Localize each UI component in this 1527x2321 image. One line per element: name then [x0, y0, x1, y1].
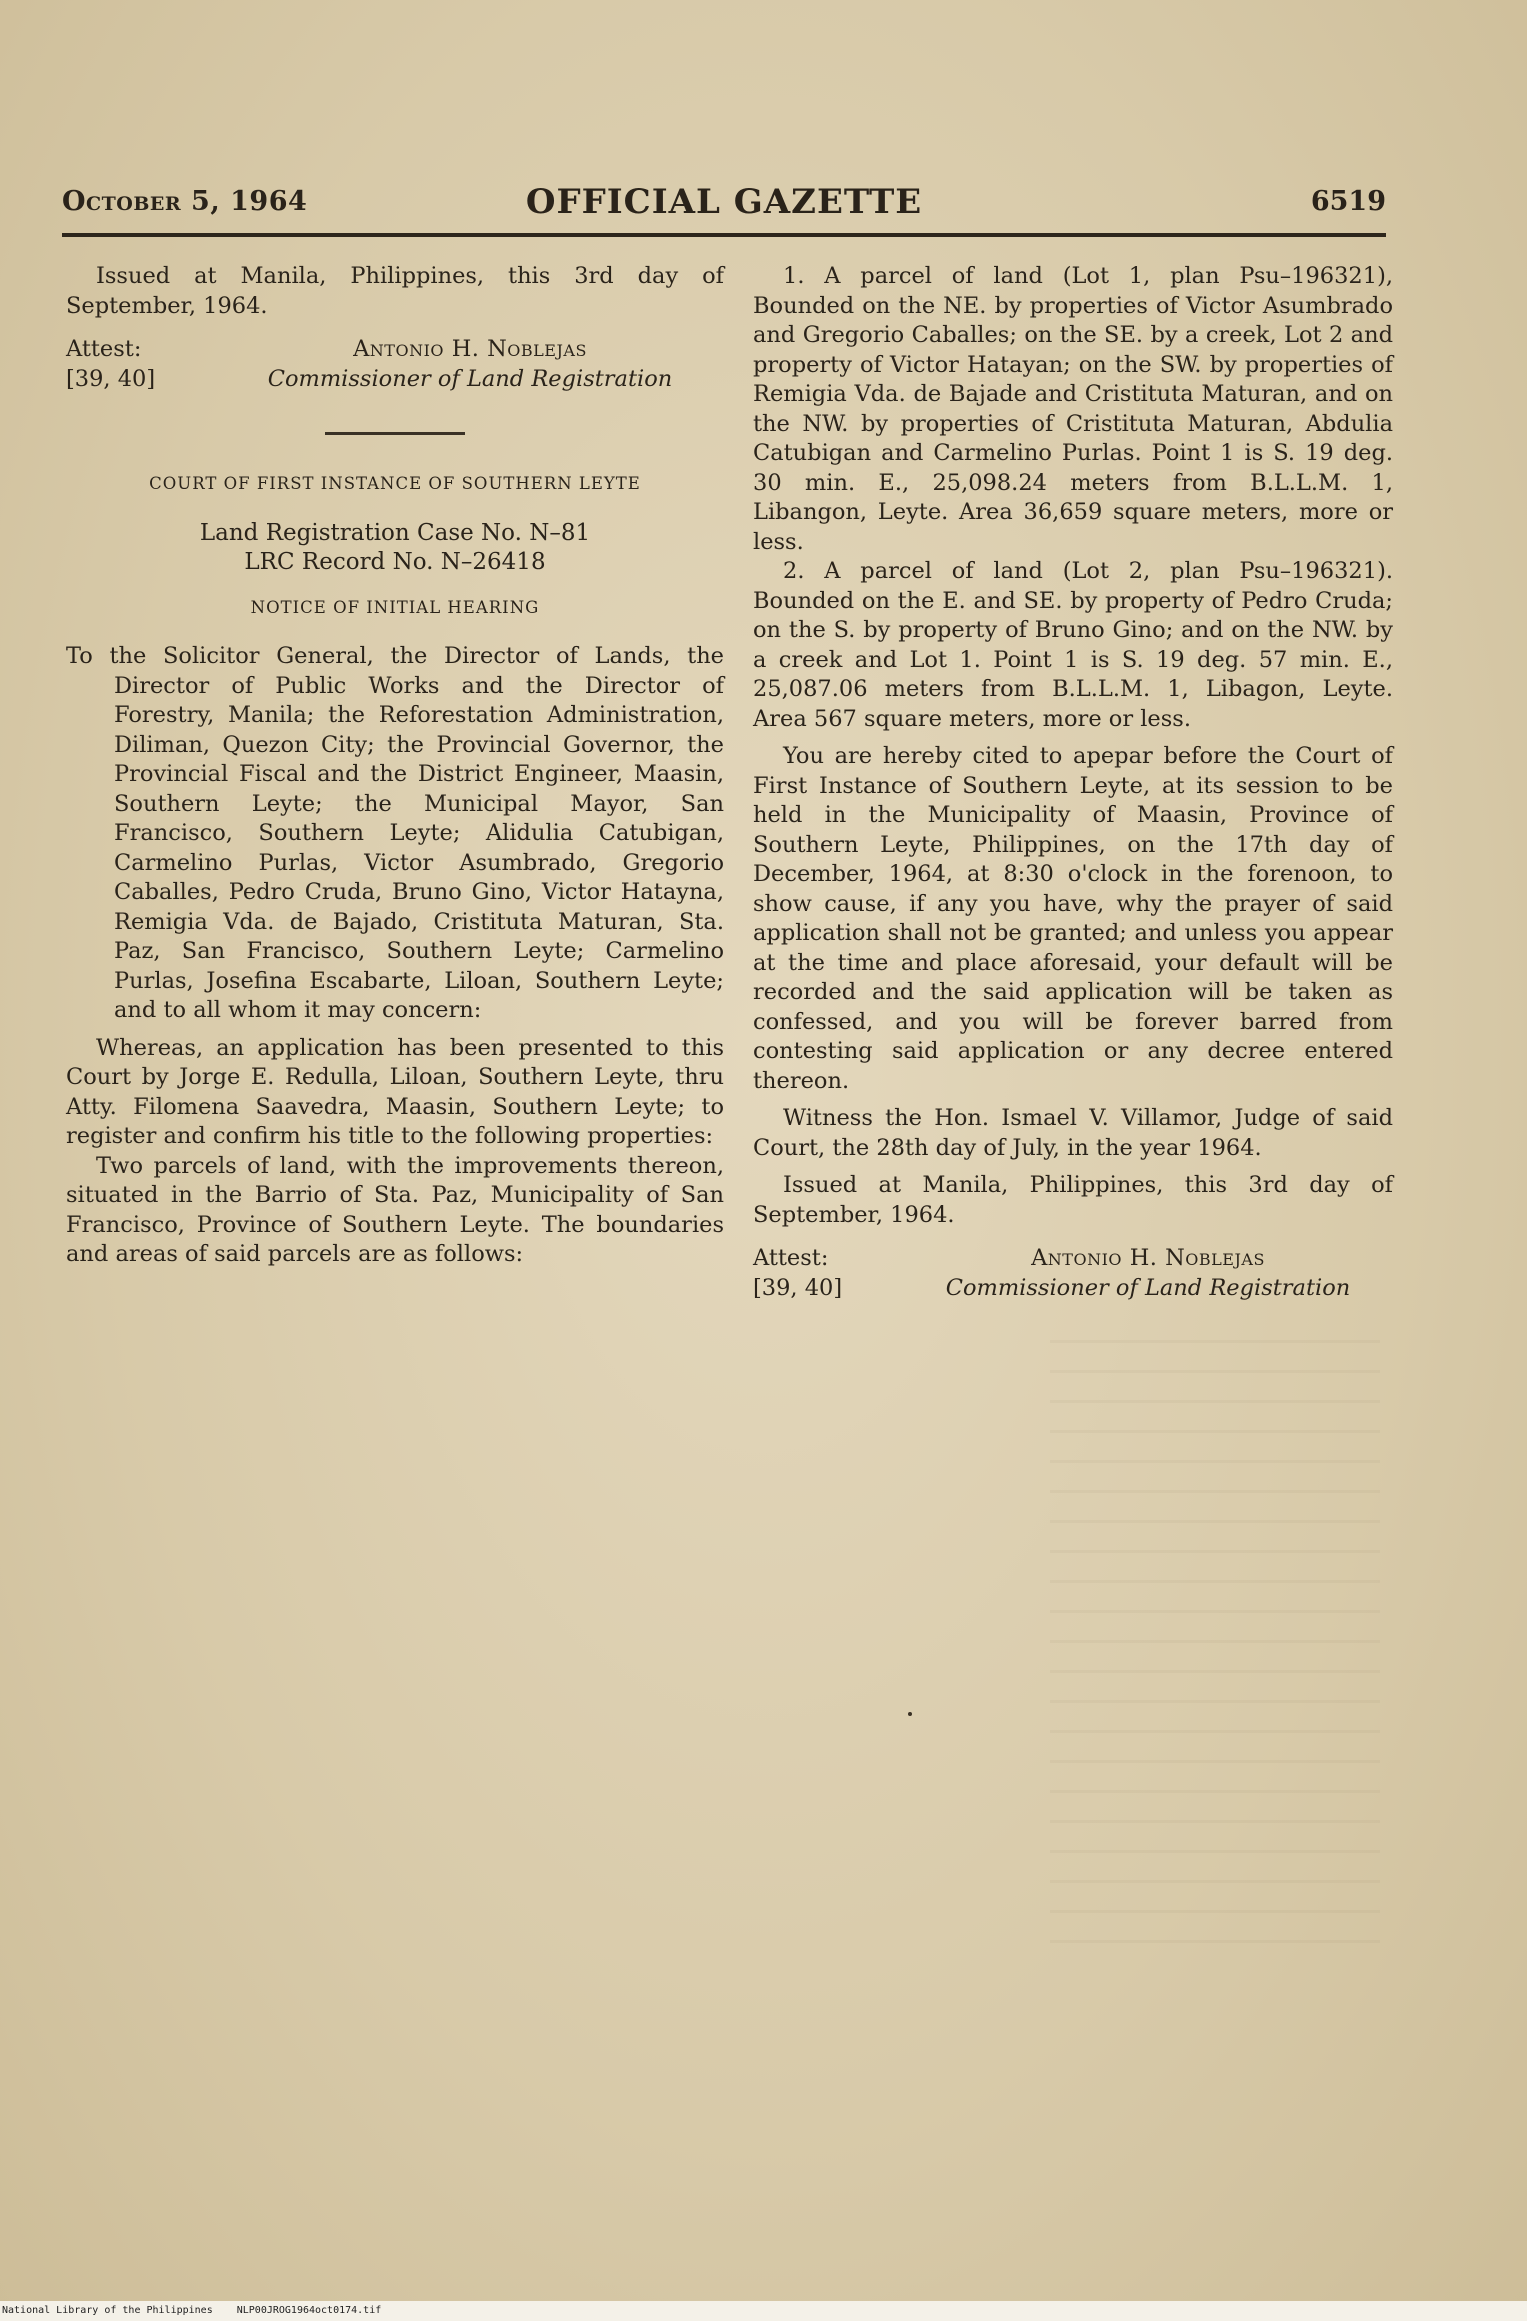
footer-filename: NLP00JROG1964oct0174.tif [236, 2305, 382, 2316]
issue-date: October 5, 1964 [62, 186, 308, 217]
right-column [753, 262, 1393, 1303]
attest-block-right [753, 1244, 1393, 1274]
page-header [62, 182, 1386, 226]
attest-ref-right: [39, 40] [753, 1274, 843, 1301]
gazette-title: OFFICIAL GAZETTE [525, 182, 923, 222]
ink-speck [908, 1712, 912, 1716]
attest-block [66, 335, 724, 365]
record-number: LRC Record No. N–26418 [244, 548, 546, 575]
attest-ref: [39, 40] [66, 365, 156, 392]
parcel-1-paragraph: 1. A parcel of land (Lot 1, plan Psu–196321), Bounded on the NE. by properties of Victor Asumbrado and Gregorio Caballes; on the SE. by a creek, Lot 2 and property of Victor Hatayan; on the SW. by properties of Remigia Vda. de Bajade and Cristituta Maturan, and on the NW. by properties of Cristituta Maturan, Abdulia Catubigan and Carmelino Purlas. Point 1 is S. 19 deg. 30 min. E., 25,098.24 meters from B.L.L.M. 1, Libangon, Leyte. Area 36,659 square meters, more or less. [753, 263, 1393, 555]
page-number: 6519 [1310, 186, 1386, 217]
bleed-through-texture [1050, 1340, 1380, 1960]
attest-name: Antonio H. Noblejas [353, 336, 587, 362]
case-number: Land Registration Case No. N–81 [199, 519, 591, 546]
court-heading: COURT OF FIRST INSTANCE OF SOUTHERN LEYTE [149, 474, 641, 493]
left-column [66, 262, 724, 1270]
notice-heading: NOTICE OF INITIAL HEARING [250, 597, 540, 617]
attest-label: Attest: [66, 336, 142, 362]
parcels-intro-paragraph: Two parcels of land, with the improvements thereon, situated in the Barrio of Sta. Paz, Municipality of San Francisco, Province of Southern Leyte. The boundaries and areas of said parcels are as follows: [66, 1152, 724, 1267]
scan-footer [0, 2301, 1527, 2321]
footer-library: National Library of the Philippines [2, 2305, 213, 2316]
attest-title-right: Commissioner of Land Registration [945, 1274, 1351, 1301]
attest-block-2 [66, 365, 724, 395]
attest-title: Commissioner of Land Registration [267, 365, 673, 392]
witness-paragraph: Witness the Hon. Ismael V. Villamor, Judge of said Court, the 28th day of July, in the year 1964. [753, 1105, 1393, 1161]
issued-paragraph: Issued at Manila, Philippines, this 3rd day of September, 1964. [753, 1172, 1393, 1228]
parcel-2-paragraph: 2. A parcel of land (Lot 2, plan Psu–196321). Bounded on the E. and SE. by property of Pedro Cruda; on the S. by property of Bruno Gino; and on the NW. by a creek and Lot 1. Point 1 is S. 19 deg. 57 min. E., 25,087.06 meters from B.L.L.M. 1, Libagon, Leyte. Area 567 square meters, more or less. [753, 558, 1393, 732]
whereas-paragraph: Whereas, an application has been presented to this Court by Jorge E. Redulla, Liloan, Southern Leyte, thru Atty. Filomena Saavedra, Maasin, Southern Leyte; to register and confirm his title to the following properties: [66, 1034, 724, 1149]
attest-label-right: Attest: [753, 1245, 829, 1271]
cited-paragraph: You are hereby cited to apepar before the Court of First Instance of Southern Leyte, at its session to be held in the Municipality of Maasin, Province of Southern Leyte, Philippines, on the 17th day of December, 1964, at 8:30 o'clock in the forenoon, to show cause, if any you have, why the prayer of said application shall not be granted; and unless you appear at the time and place aforesaid, your default will be recorded and the said application will be taken as confessed, and you will be forever barred from contesting said application or any decree entered thereon. [753, 743, 1393, 1094]
attest-block-right-2 [753, 1274, 1393, 1304]
section-divider [325, 432, 465, 435]
header-rule [62, 233, 1386, 237]
attest-name-right: Antonio H. Noblejas [1031, 1245, 1265, 1271]
addressees-paragraph: To the Solicitor General, the Director of Lands, the Director of Public Works and the Director of Forestry, Manila; the Reforestation Administration, Diliman, Quezon City; the Provincial Governor, the Provincial Fiscal and the District Engineer, Maasin, Southern Leyte; the Municipal Mayor, San Francisco, Southern Leyte; Alidulia Catubigan, Carmelino Purlas, Victor Asumbrado, Gregorio Caballes, Pedro Cruda, Bruno Gino, Victor Hatayna, Remigia Vda. de Bajado, Cristituta Maturan, Sta. Paz, San Francisco, Southern Leyte; Carmelino Purlas, Josefina Escabarte, Liloan, Southern Leyte; and to all whom it may concern: [66, 643, 724, 1023]
previous-notice-ending: Issued at Manila, Philippines, this 3rd day of September, 1964. [66, 263, 724, 319]
